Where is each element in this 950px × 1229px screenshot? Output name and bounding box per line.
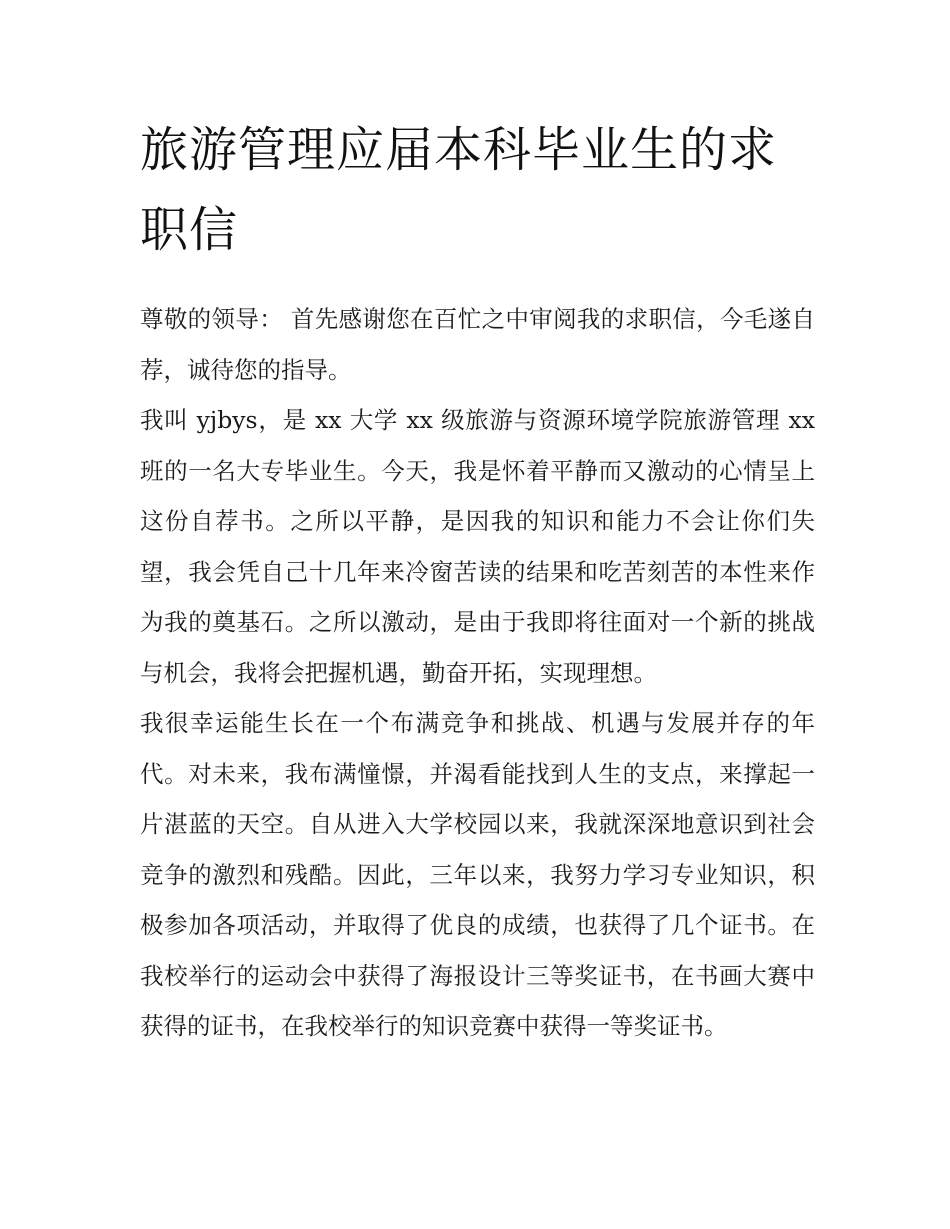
document-body xyxy=(140,294,815,1052)
document-title: 旅游管理应届本科毕业生的求职信 xyxy=(140,122,778,258)
paragraph-salutation: 尊敬的领导： 首先感谢您在百忙之中审阅我的求职信，今毛遂自荐，诚待您的指导。 xyxy=(140,305,815,384)
paragraph-achievements: 我很幸运能生长在一个布满竞争和挑战、机遇与发展并存的年代。对未来，我布满憧憬，并渴看能找到人生的支点，来撑起一片湛蓝的天空。自从进入大学校园以来，我就深深地意识到社会竞争的激烈和残酷。因此，三年以来，我努力学习专业知识，积极参加各项活动，并取得了优良的成绩，也获得了几个证书。在我校举行的运动会中获得了海报设计三等奖证书，在书画大赛中获得的证书，在我校举行的知识竞赛中获得一等奖证书。 xyxy=(140,709,815,1040)
document-content xyxy=(140,110,815,1052)
paragraph-introduction: 我叫 yjbys，是 xx 大学 xx 级旅游与资源环境学院旅游管理 xx 班的一名大专毕业生。今天，我是怀着平静而又激动的心情呈上这份自荐书。之所以平静，是因我的知识和能力不会让你们失望，我会凭自己十几年来冷窗苦读的结果和吃苦刻苦的本性来作为我的奠基石。之所以激动，是由于我即将往面对一个新的挑战与机会，我将会把握机遇，勤奋开拓，实现理想。 xyxy=(140,406,815,687)
